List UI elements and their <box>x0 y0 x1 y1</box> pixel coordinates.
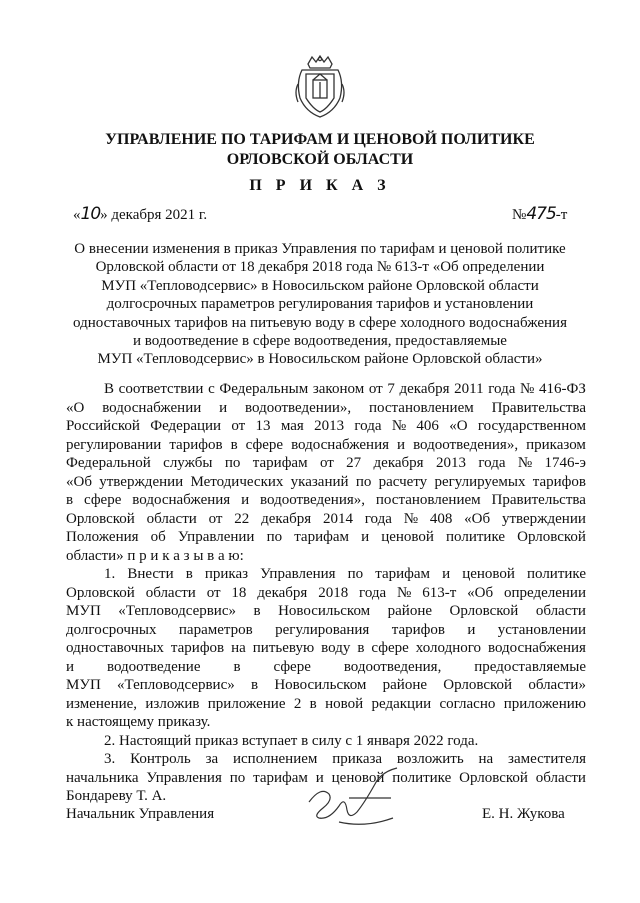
body-word: с <box>208 381 215 397</box>
body-word: Методических <box>190 473 284 490</box>
body-line <box>66 380 586 399</box>
body-word: 2011 <box>454 381 484 397</box>
body-word: приказ <box>204 566 249 582</box>
order-body <box>66 380 586 806</box>
subject-line: Орловской области от 18 декабря 2018 года № 613-т «Об определении <box>95 259 545 276</box>
body-word: на <box>478 751 494 767</box>
coat-of-arms-icon <box>294 54 346 120</box>
body-word: заместителя <box>508 751 586 767</box>
document-type-title: П Р И К А З <box>249 177 391 194</box>
body-word: от <box>231 418 246 434</box>
body-word: Российской <box>66 418 140 434</box>
body-word: приложение <box>207 695 286 712</box>
body-word: в <box>233 658 241 675</box>
body-word: по <box>229 769 246 786</box>
body-word: службы <box>163 455 213 471</box>
body-word: Правительства <box>491 399 586 416</box>
body-word: на <box>231 640 246 656</box>
body-word: Орловской <box>449 603 519 619</box>
body-word: водоотведение <box>106 658 201 675</box>
body-word: года <box>364 510 392 527</box>
body-word: декабря <box>257 584 308 601</box>
body-word: года <box>359 584 387 601</box>
body-word: долгосрочных <box>66 621 157 638</box>
body-word: в <box>66 492 74 508</box>
body-word: тарифам <box>253 769 308 786</box>
body-word: 27 <box>346 455 362 471</box>
body-word: водоотведения, <box>343 658 442 675</box>
body-word: параметров <box>178 621 253 638</box>
body-word: политике <box>526 566 586 582</box>
body-word: водоснабжения <box>291 436 390 453</box>
body-word: государственном <box>477 418 586 434</box>
body-word: тарифов <box>532 473 586 490</box>
body-word: 2013 <box>435 455 466 471</box>
body-word: возложить <box>396 751 464 767</box>
body-word: водоотведения», <box>413 436 519 453</box>
body-word: «Об <box>464 510 491 527</box>
body-word: «Об <box>467 584 494 601</box>
organization-name-line1: УПРАВЛЕНИЕ ПО ТАРИФАМ И ЦЕНОВОЙ ПОЛИТИКЕ <box>105 131 535 148</box>
body-word: от <box>206 584 221 601</box>
body-word: тарифам <box>294 529 349 545</box>
body-line: 2. Настоящий приказ вступает в силу с 1 января 2022 года. <box>104 732 479 749</box>
body-word: водоснабжении <box>102 399 202 416</box>
body-word: декабря <box>399 381 450 397</box>
body-word: изложив <box>145 695 200 712</box>
body-word: водоснабжения <box>488 640 586 656</box>
body-word: «Тепловодсервис» <box>117 677 235 693</box>
body-word: за <box>205 751 219 767</box>
body-line <box>66 584 586 603</box>
body-word: исполнением <box>232 751 318 767</box>
body-word: определении <box>503 584 586 601</box>
body-word: ценовой <box>331 769 385 786</box>
body-word: в <box>230 436 238 453</box>
body-word: № <box>517 455 533 471</box>
body-word: области <box>535 603 586 619</box>
body-word: сфере <box>245 436 284 453</box>
body-word: начальника <box>66 769 139 786</box>
body-word: области <box>535 769 586 786</box>
body-word: районе <box>382 677 428 693</box>
subject-line: МУП «Тепловодсервис» в Новосильском районе Орловской области <box>101 277 539 294</box>
body-word: «Тепловодсервис» <box>118 603 236 619</box>
body-line: Бондареву Т. А. <box>66 788 167 804</box>
order-date <box>73 204 207 225</box>
body-word: Положения <box>66 529 139 545</box>
body-word: новой <box>325 695 364 712</box>
body-word: одноставочных <box>66 640 164 656</box>
body-line: области» п р и к а з ы в а ю: <box>66 547 244 564</box>
body-line <box>66 473 586 492</box>
body-word: 2013 <box>314 418 345 434</box>
body-word: № <box>391 418 407 434</box>
body-word: регулирования <box>275 621 370 638</box>
body-word: Орловской <box>517 529 586 545</box>
body-word: Управления <box>260 566 336 582</box>
body-word: редакции <box>371 695 432 712</box>
body-word: области <box>146 510 197 527</box>
body-word: сфере <box>371 640 409 656</box>
signatory-position: Начальник Управления <box>66 806 215 822</box>
body-word: 613-т <box>422 584 457 601</box>
body-word: № <box>520 381 535 397</box>
body-word: по <box>224 455 241 471</box>
body-word: регулируемых <box>434 473 526 490</box>
body-word: от <box>208 510 223 527</box>
body-word: установлении <box>497 621 586 638</box>
subject-line: О внесении изменения в приказ Управления по тарифам и ценовой политике <box>74 241 566 257</box>
body-word: года <box>354 418 382 434</box>
body-word: декабря <box>261 510 312 527</box>
body-word: области <box>145 584 196 601</box>
body-word: ценовой <box>381 529 434 545</box>
organization-name-line2: ОРЛОВСКОЙ ОБЛАСТИ <box>226 151 414 168</box>
body-word: Правительства <box>491 492 586 508</box>
body-word: № <box>403 510 419 527</box>
subject-line: и водоотведение в сфере водоотведения, предоставляемые <box>133 333 507 350</box>
body-word: Орловской <box>66 584 135 601</box>
body-word: Внести <box>127 566 174 582</box>
date-day-handwritten: 10 <box>80 204 101 224</box>
body-word: от <box>319 455 334 471</box>
date-month-year: » декабря 2021 г. <box>100 207 208 223</box>
body-word: об <box>150 529 166 545</box>
body-line <box>66 658 586 677</box>
handwritten-signature-icon <box>295 762 407 832</box>
body-word: 2014 <box>322 510 353 527</box>
body-word: утверждении <box>99 473 184 490</box>
subject-line: одноставочных тарифов на питьевую воду в сфере холодного водоснабжения <box>73 314 567 331</box>
body-word: сфере <box>273 658 311 675</box>
body-word: сфере <box>83 492 122 508</box>
body-word: Новосильском <box>274 677 367 693</box>
body-word: указаний <box>290 473 349 490</box>
body-word: и <box>397 436 406 453</box>
body-word: водоотведения», <box>260 492 366 508</box>
body-word: 406 <box>416 418 439 434</box>
body-word: расчету <box>378 473 428 490</box>
body-word: по <box>355 473 372 490</box>
body-word: и <box>66 658 75 675</box>
body-word: в <box>250 677 259 693</box>
body-line <box>66 417 586 436</box>
body-word: тарифов <box>170 640 225 656</box>
body-word: соответствии <box>118 381 204 397</box>
body-word: от <box>368 381 383 397</box>
subject-line: долгосрочных параметров регулирования тарифов и установлении <box>106 296 534 313</box>
signatory-name: Е. Н. Жукова <box>482 806 565 822</box>
body-word: согласно <box>439 695 496 712</box>
body-word: «Об <box>66 473 92 490</box>
body-word: воду <box>321 640 351 656</box>
body-word: приложению <box>503 695 586 712</box>
body-word: Управлении <box>177 529 255 545</box>
body-word: 408 <box>429 510 453 527</box>
body-word: в <box>309 695 317 712</box>
number-suffix: -т <box>555 207 568 223</box>
body-word: 13 <box>255 418 271 434</box>
body-word: по <box>266 529 283 545</box>
body-word: и <box>241 492 250 508</box>
date-open-quote: « <box>73 207 81 223</box>
body-word: 416-ФЗ <box>538 381 586 397</box>
body-word: политике <box>392 769 452 786</box>
body-word: по <box>347 566 364 582</box>
body-word: ценовой <box>462 566 515 582</box>
body-word: «О <box>449 418 468 434</box>
body-word: политике <box>446 529 506 545</box>
body-line: к настоящему приказу. <box>66 714 211 730</box>
body-word: изменение, <box>66 695 138 712</box>
body-line <box>66 510 586 529</box>
body-word: тарифов <box>169 436 223 453</box>
body-line <box>66 602 586 621</box>
body-word: утверждении <box>501 510 586 527</box>
body-word: предоставляемые <box>474 658 586 675</box>
body-word: Управления <box>146 769 222 786</box>
number-prefix: № <box>512 207 527 223</box>
subject-line: МУП «Тепловодсервис» в Новосильском районе Орловской области» <box>97 351 543 368</box>
body-word: Орловской <box>443 677 513 693</box>
body-word: тарифам <box>252 455 308 471</box>
body-word: в <box>253 603 261 619</box>
body-word: 2018 <box>318 584 349 601</box>
body-word: В <box>104 381 115 397</box>
body-word: районе <box>387 603 433 619</box>
body-line <box>66 639 586 658</box>
body-word: питьевую <box>252 640 315 656</box>
body-word: 22 <box>234 510 250 527</box>
body-line <box>66 565 586 584</box>
body-word: и <box>442 566 451 582</box>
body-word: 1746-э <box>544 455 586 471</box>
body-word: года <box>478 455 506 471</box>
body-word: 2 <box>293 695 302 712</box>
body-word: регулировании <box>66 436 162 453</box>
body-word: холодного <box>415 640 482 656</box>
body-line <box>66 676 586 695</box>
body-word: МУП <box>66 603 101 619</box>
body-word: Федерации <box>150 418 222 434</box>
body-word: и <box>219 399 228 416</box>
body-word: 18 <box>231 584 247 601</box>
body-word: и <box>361 529 370 545</box>
body-word: водоснабжения <box>132 492 231 508</box>
body-line <box>66 695 586 714</box>
body-line <box>66 621 586 640</box>
body-word: «О <box>66 399 85 416</box>
body-word: МУП <box>66 677 101 693</box>
body-word: 3. <box>104 751 116 767</box>
number-handwritten: 475 <box>526 204 556 224</box>
body-word: тарифов <box>391 621 445 638</box>
body-word: Орловской <box>459 769 528 786</box>
body-word: в <box>357 640 365 656</box>
body-word: в <box>185 566 193 582</box>
body-line <box>66 399 586 418</box>
body-word: 7 <box>387 381 395 397</box>
body-word: Федеральным <box>219 381 309 397</box>
body-word: водоотведении», <box>245 399 352 416</box>
body-word: Новосильском <box>278 603 371 619</box>
body-word: области» <box>528 677 586 693</box>
body-word: мая <box>280 418 304 434</box>
body-word: Контроль <box>130 751 191 767</box>
body-line <box>66 491 586 510</box>
body-word: Орловской <box>66 510 135 527</box>
body-line <box>66 454 586 473</box>
body-word: Федеральной <box>66 455 151 471</box>
body-line <box>66 436 586 455</box>
body-word: приказом <box>526 436 586 453</box>
body-word: года <box>488 381 516 397</box>
body-word: приказа <box>332 751 383 767</box>
body-word: постановлением <box>375 492 481 508</box>
body-word: декабря <box>373 455 424 471</box>
body-line <box>66 528 586 547</box>
body-word: постановлением <box>369 399 474 416</box>
order-subject <box>44 240 596 369</box>
body-word: тарифам <box>375 566 431 582</box>
body-word: и <box>467 621 476 638</box>
body-word: № <box>397 584 412 601</box>
body-word: 1. <box>104 566 116 582</box>
body-word: законом <box>312 381 365 397</box>
body-word: и <box>315 769 324 786</box>
order-number <box>512 204 567 225</box>
